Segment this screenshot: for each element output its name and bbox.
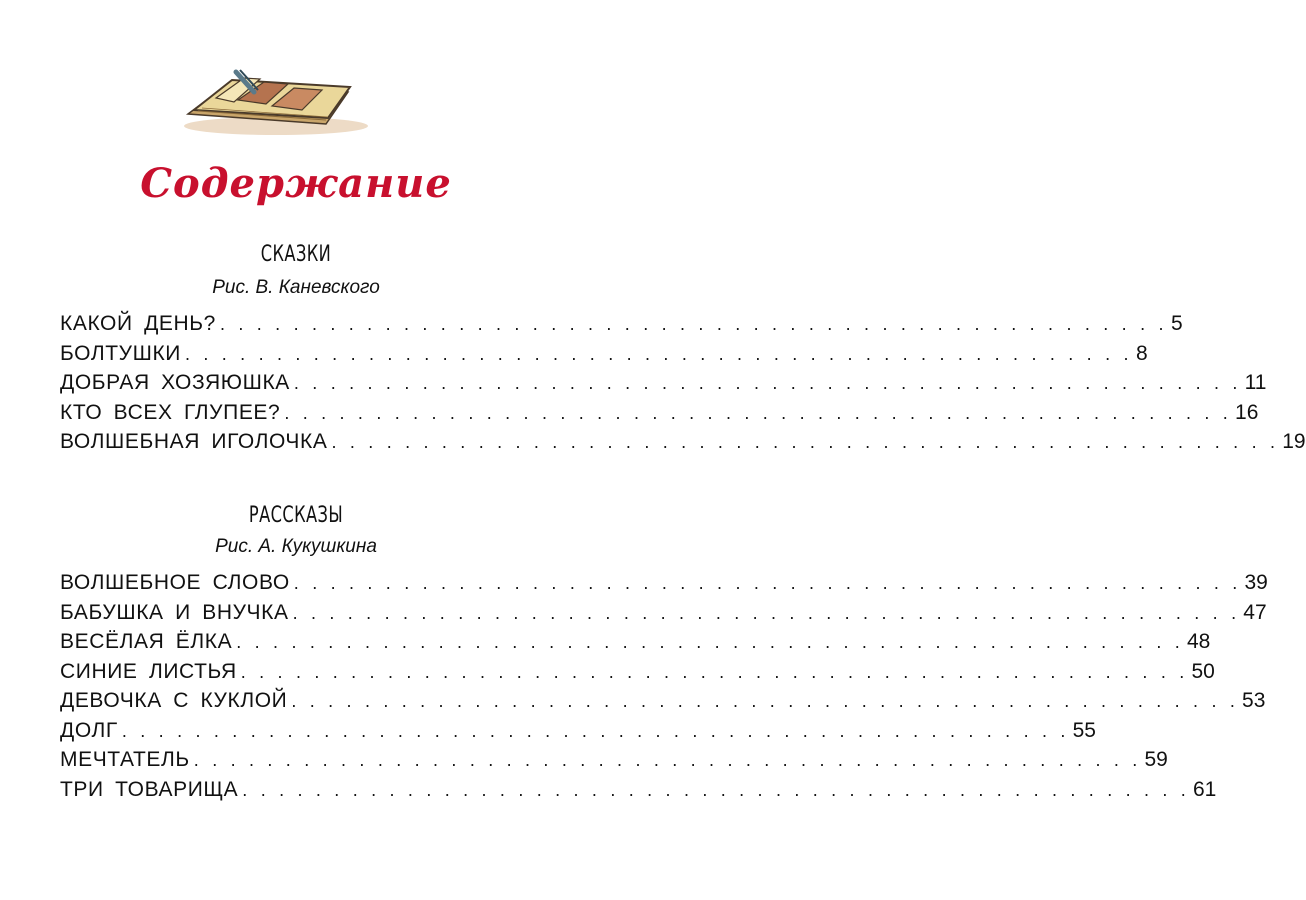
page-title: Содержание — [140, 160, 452, 207]
entry-page-number: 61 — [1193, 777, 1217, 801]
toc-entry[interactable] — [60, 627, 1211, 657]
dot-leader: . . . . . . . . . . . . . . . . . . . . . . . . . . . . . . . . . . . . . . . . . . . . . . . . . . . . — [184, 343, 1133, 364]
entry-page-number: 11 — [1244, 371, 1267, 394]
section-illustrator-fairy-tales: Рис. В. Каневского — [212, 277, 380, 298]
toc-list-stories — [60, 568, 1268, 804]
entry-page-number: 47 — [1243, 600, 1267, 624]
dot-leader: . . . . . . . . . . . . . . . . . . . . . . . . . . . . . . . . . . . . . . . . . . . . . . . . . . . . — [284, 402, 1233, 423]
entry-page-number: 59 — [1144, 748, 1168, 771]
dot-leader: . . . . . . . . . . . . . . . . . . . . . . . . . . . . . . . . . . . . . . . . . . . . . . . . . . . . — [219, 314, 1168, 334]
dot-leader: . . . . . . . . . . . . . . . . . . . . . . . . . . . . . . . . . . . . . . . . . . . . . . . . . . . . — [121, 720, 1070, 741]
section-illustrator-stories: Рис. А. Кукушкина — [215, 536, 377, 557]
entry-page-number: 5 — [1170, 312, 1183, 335]
toc-list-fairy-tales — [60, 309, 1306, 457]
entry-page-number: 19 — [1282, 430, 1306, 453]
entry-title: ВОЛШЕБНАЯ ИГОЛОЧКА — [60, 430, 328, 453]
entry-page-number: 16 — [1235, 400, 1259, 424]
entry-title: БАБУШКА И ВНУЧКА — [60, 600, 289, 624]
entry-title: ДОБРАЯ ХОЗЯЮШКА — [60, 371, 290, 394]
entry-page-number: 50 — [1191, 659, 1215, 683]
entry-page-number: 48 — [1186, 630, 1211, 653]
entry-title: ВОЛШЕБНОЕ СЛОВО — [60, 571, 290, 594]
toc-entry[interactable] — [60, 716, 1096, 746]
dot-leader: . . . . . . . . . . . . . . . . . . . . . . . . . . . . . . . . . . . . . . . . . . . . . . . . . . . . — [331, 432, 1280, 452]
toc-entry[interactable] — [60, 686, 1266, 716]
dot-leader: . . . . . . . . . . . . . . . . . . . . . . . . . . . . . . . . . . . . . . . . . . . . . . . . . . . . — [240, 661, 1189, 682]
toc-entry[interactable] — [60, 598, 1267, 628]
entry-title: КТО ВСЕХ ГЛУПЕЕ? — [60, 400, 281, 424]
toc-entry[interactable] — [60, 427, 1306, 457]
entry-title: ДЕВОЧКА С КУКЛОЙ — [60, 689, 288, 712]
dot-leader: . . . . . . . . . . . . . . . . . . . . . . . . . . . . . . . . . . . . . . . . . . . . . . . . . . . . — [292, 602, 1241, 623]
entry-page-number: 55 — [1072, 718, 1096, 742]
entry-title: ДОЛГ — [60, 718, 118, 742]
entry-page-number: 39 — [1244, 571, 1268, 594]
dot-leader: . . . . . . . . . . . . . . . . . . . . . . . . . . . . . . . . . . . . . . . . . . . . . . . . . . . . — [236, 632, 1184, 652]
dot-leader: . . . . . . . . . . . . . . . . . . . . . . . . . . . . . . . . . . . . . . . . . . . . . . . . . . . . — [293, 573, 1242, 593]
dot-leader: . . . . . . . . . . . . . . . . . . . . . . . . . . . . . . . . . . . . . . . . . . . . . . . . . . . . — [291, 691, 1240, 711]
toc-entry[interactable] — [60, 568, 1268, 598]
open-book-illustration — [176, 62, 366, 142]
toc-entry[interactable] — [60, 398, 1259, 428]
entry-title: ТРИ ТОВАРИЩА — [60, 777, 239, 801]
entry-title: МЕЧТАТЕЛЬ — [60, 748, 190, 771]
toc-entry[interactable] — [60, 339, 1148, 369]
dot-leader: . . . . . . . . . . . . . . . . . . . . . . . . . . . . . . . . . . . . . . . . . . . . . . . . . . . . — [193, 750, 1142, 770]
entry-title: БОЛТУШКИ — [60, 341, 181, 365]
toc-entry[interactable] — [60, 775, 1217, 805]
entry-page-number: 8 — [1135, 341, 1148, 365]
toc-entry[interactable] — [60, 657, 1215, 687]
toc-entry[interactable] — [60, 368, 1267, 398]
entry-title: КАКОЙ ДЕНЬ? — [60, 312, 216, 335]
entry-title: СИНИЕ ЛИСТЬЯ — [60, 659, 237, 683]
entry-title: ВЕСЁЛАЯ ЁЛКА — [60, 630, 233, 653]
toc-entry[interactable] — [60, 745, 1168, 775]
entry-page-number: 53 — [1242, 689, 1266, 712]
dot-leader: . . . . . . . . . . . . . . . . . . . . . . . . . . . . . . . . . . . . . . . . . . . . . . . . . . . . — [242, 779, 1190, 800]
section-heading-fairy-tales: СКАЗКИ — [260, 242, 332, 267]
toc-entry[interactable] — [60, 309, 1183, 339]
section-heading-stories: РАССКАЗЫ — [248, 503, 344, 528]
dot-leader: . . . . . . . . . . . . . . . . . . . . . . . . . . . . . . . . . . . . . . . . . . . . . . . . . . . . — [293, 373, 1242, 393]
